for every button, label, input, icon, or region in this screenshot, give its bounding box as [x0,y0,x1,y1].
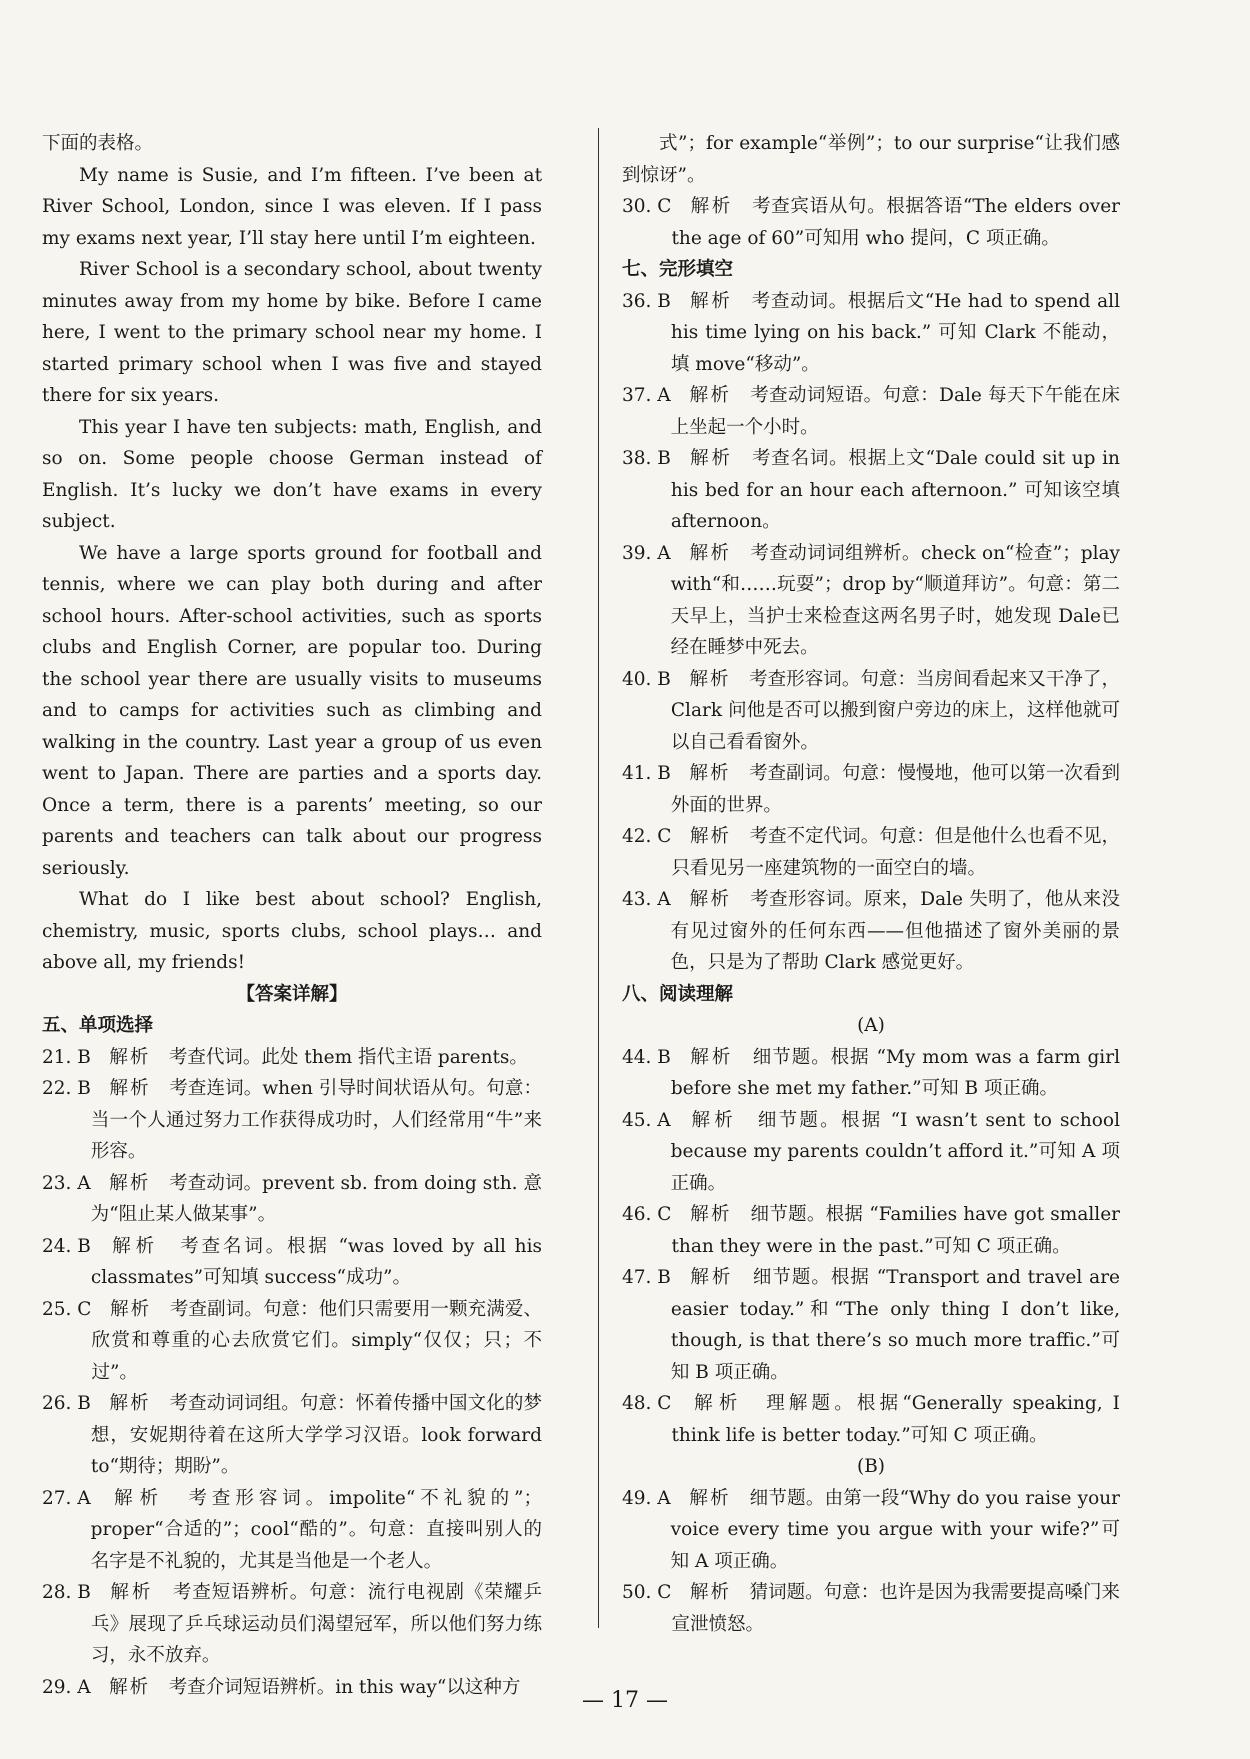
answer-number: 41. B [622,763,671,784]
explanation-text: 考查动词。prevent sb. from doing sth. 意为“阻止某人做某事”。 [90,1172,542,1225]
answer-number: 23. A [42,1172,91,1194]
analysis-tag: 解析 [689,1267,734,1288]
answer-list [622,1483,1120,1641]
analysis-tag: 解析 [109,1393,151,1414]
answer-title: 【答案详解】 [236,983,348,1005]
intro-line: 下面的表格。 [42,133,154,154]
section-heading: 八、阅读理解 [622,983,734,1005]
answer-explanation [91,1231,542,1294]
analysis-tag: 解析 [689,290,733,312]
section-heading: 五、单项选择 [42,1015,154,1036]
explanation-text: 猜词题。句意：也许是因为我需要提高嗓门来宣泄愤怒。 [671,1582,1120,1635]
answer-explanation [671,1199,1120,1262]
passage-paragraph: River School is a secondary school, about twenty minutes away from my home by bike. Before I came here, I went to the primary school near my home. I started primary school when I was five and stayed there for six years. [42,259,542,406]
answer-number: 42. C [622,826,672,847]
analysis-tag: 解析 [689,385,732,406]
answer-item [42,1231,542,1294]
explanation-text: 考查动词短语。句意：Dale 每天下午能在床上坐起一个小时。 [670,385,1120,438]
answer-item [622,664,1120,759]
answer-explanation [91,1073,542,1168]
answer-explanation [671,664,1120,759]
answer-item [622,191,1120,254]
answer-list [622,1042,1120,1452]
answer-number: 24. B [42,1235,91,1257]
section-heading: 七、完形填空 [622,259,734,280]
answer-number: 28. B [42,1582,91,1603]
answer-number: 40. B [622,668,671,690]
answer-item [42,1073,542,1168]
analysis-tag: 解析 [109,1582,154,1603]
answer-list [622,286,1120,979]
answer-item [622,1388,1120,1451]
analysis-tag: 解析 [689,196,733,217]
answer-item [42,1294,542,1389]
analysis-tag: 解析 [109,1676,151,1698]
explanation-text: 考查动词词组。句意：怀着传播中国文化的梦想，安妮期待着在这所大学学习汉语。look forward to“期待；期盼”。 [90,1393,542,1477]
answer-explanation [671,821,1120,884]
analysis-tag: 解析 [109,1235,159,1257]
answer-item [42,1168,542,1231]
answer-item [622,1577,1120,1640]
answer-list [622,191,1120,254]
answer-explanation [671,758,1120,821]
column-divider [598,128,599,1628]
answer-explanation [91,1577,542,1672]
explanation-text: 细节题。由第一段“Why do you raise your voice every time you argue with your wife?”可知 A 项正确。 [670,1487,1120,1572]
explanation-text: 考查副词。句意：慢慢地，他可以第一次看到外面的世界。 [670,763,1120,816]
answer-explanation [671,1483,1120,1578]
explanation-text: 考查副词。句意：他们只需要用一颗充满爱、欣赏和尊重的心去欣赏它们。simply“仅仅；只；不过”。 [91,1298,542,1383]
answer-item [622,443,1120,538]
answer-explanation [671,1105,1120,1200]
answer-item [622,821,1120,884]
analysis-tag: 解析 [689,826,732,847]
explanation-text: 考查形容词。impolite“不礼貌的”；proper“合适的”；cool“酷的”。句意：直接叫别人的名字是不礼貌的，尤其是当他是一个老人。 [90,1487,542,1572]
continued-text: 式”；for example“举例”；to our surprise“让我们感到惊讶”。 [622,133,1120,186]
answer-list [42,1042,542,1704]
explanation-text: 细节题。根据 “Families have got smaller than they were in the past.”可知 C 项正确。 [671,1204,1120,1257]
explanation-text: 考查短语辨析。句意：流行电视剧《荣耀乒乓》展现了乒乓球运动员们渴望冠军，所以他们努力练习，永不放弃。 [90,1582,542,1666]
analysis-tag: 解析 [689,542,732,564]
answer-explanation [91,1294,542,1389]
answer-number: 46. C [622,1204,672,1225]
answer-number: 22. B [42,1078,91,1099]
answer-number: 25. C [42,1298,92,1320]
right-column [622,128,1120,1640]
passage-paragraph: This year I have ten subjects: math, English, and so on. Some people choose German instead of English. It’s lucky we don’t have exams in every subject. [42,416,542,532]
answer-item [622,538,1120,664]
answer-number: 37. A [622,385,671,406]
analysis-tag: 解析 [689,448,733,469]
explanation-text: 细节题。根据 “Transport and travel are easier today.”和“The only thing I don’t like, though, is that there’s so much more traffic.”可知 B 项正确。 [670,1267,1120,1383]
explanation-text: 考查动词。根据后文“He had to spend all his time lying on his back.” 可知 Clark 不能动，填 move“移动”。 [670,290,1120,375]
answer-number: 45. A [622,1109,671,1131]
explanation-text: 考查不定代词。句意：但是他什么也看不见，只看见另一座建筑物的一面空白的墙。 [671,826,1120,879]
answer-explanation [91,1042,542,1074]
answer-explanation [671,443,1120,538]
answer-item [622,758,1120,821]
answer-item [42,1483,542,1578]
part-label: (B) [856,1456,886,1477]
answer-number: 29. A [42,1676,91,1698]
explanation-text: 考查形容词。原来，Dale 失明了，他从来没有见过窗外的任何东西——但他描述了窗外美丽的景色，只是为了帮助 Clark 感觉更好。 [670,889,1120,973]
answer-item [622,286,1120,381]
answer-number: 50. C [622,1582,672,1603]
answer-explanation [671,1577,1120,1640]
passage-paragraph: What do I like best about school? English, chemistry, music, sports clubs, school plays… and above all, my friends! [42,889,542,973]
answer-number: 27. A [42,1487,91,1509]
passage-paragraph: We have a large sports ground for football and tennis, where we can play both during and after school hours. After-school activities, such as sports clubs and English Corner, are popular too. During the school year there are usually visits to museums and to camps for activities such as climbing and walking in the country. Last year a group of us even went to Japan. There are parties and a sports day. Once a term, there is a parents’ meeting, so our parents and teachers can talk about our progress seriously. [42,542,542,879]
page-number: — 17 — [582,1688,668,1713]
answer-number: 26. B [42,1393,91,1414]
part-label: (A) [857,1015,885,1036]
analysis-tag: 解析 [109,1078,151,1099]
explanation-text: 考查名词。根据上文“Dale could sit up in his bed for an hour each afternoon.” 可知该空填 afternoon。 [670,448,1120,532]
passage-paragraph: My name is Susie, and I’m fifteen. I’ve been at River School, London, since I was eleven. If I pass my exams next year, I’ll stay here until I’m eighteen. [42,164,542,249]
answer-explanation [671,1262,1120,1388]
answer-number: 39. A [622,542,671,564]
explanation-text: 理解题。根据“Generally speaking, I think life is better today.”可知 C 项正确。 [671,1393,1120,1446]
answer-item [622,1199,1120,1262]
answer-explanation [671,884,1120,979]
explanation-text: 考查代词。此处 them 指代主语 parents。 [168,1046,528,1068]
answer-explanation [91,1388,542,1483]
analysis-tag: 解析 [109,1172,151,1194]
explanation-text: 考查介词短语辨析。in this way“以这种方 [168,1676,521,1698]
answer-number: 47. B [622,1267,671,1288]
analysis-tag: 解析 [109,1298,152,1320]
analysis-tag: 解析 [689,1046,734,1068]
answer-number: 30. C [622,196,672,217]
answer-item [622,1483,1120,1578]
answer-number: 36. B [622,290,671,312]
left-column [42,128,542,1703]
explanation-text: 细节题。根据 “My mom was a farm girl before she met my father.”可知 B 项正确。 [670,1046,1120,1099]
answer-explanation [671,380,1120,443]
answer-explanation [671,286,1120,381]
answer-number: 44. B [622,1046,671,1068]
answer-item [622,1042,1120,1105]
answer-explanation [91,1483,542,1578]
explanation-text: 考查名词。根据 “was loved by all his classmates”可知填 success“成功”。 [90,1235,542,1288]
answer-explanation [671,1388,1120,1451]
explanation-text: 考查连词。when 引导时间状语从句。句意：当一个人通过努力工作获得成功时，人们经常用“牛”来形容。 [90,1078,542,1162]
explanation-text: 考查宾语从句。根据答语“The elders over the age of 60”可知用 who 提问，C 项正确。 [671,196,1120,249]
analysis-tag: 解析 [689,889,732,910]
answer-explanation [671,191,1120,254]
answer-number: 38. B [622,448,671,469]
analysis-tag: 解析 [689,1204,732,1225]
answer-number: 43. A [622,889,671,910]
explanation-text: 细节题。根据 “I wasn’t sent to school because my parents couldn’t afford it.”可知 A 项正确。 [670,1109,1120,1194]
analysis-tag: 解析 [689,1487,731,1509]
answer-number: 49. A [622,1487,671,1509]
explanation-text: 考查形容词。句意：当房间看起来又干净了，Clark 问他是否可以搬到窗户旁边的床上，这样他就可以自己看看窗外。 [670,668,1120,753]
explanation-text: 考查动词词组辨析。check on“检查”；play with“和……玩耍”；drop by“顺道拜访”。句意：第二天早上，当护士来检查这两名男子时，她发现 Dale已经在睡梦中死去。 [670,542,1120,658]
analysis-tag: 解析 [689,1109,738,1131]
answer-explanation [671,1042,1120,1105]
answer-item [622,1262,1120,1388]
answer-explanation [91,1168,542,1231]
answer-item [622,1105,1120,1200]
analysis-tag: 解析 [689,763,731,784]
answer-item [42,1388,542,1483]
answer-item [42,1042,542,1074]
answer-number: 21. B [42,1046,91,1068]
analysis-tag: 解析 [109,1487,166,1509]
answer-number: 48. C [622,1393,672,1414]
analysis-tag: 解析 [109,1046,151,1068]
answer-item [622,884,1120,979]
analysis-tag: 解析 [689,1582,732,1603]
analysis-tag: 解析 [689,668,731,690]
analysis-tag: 解析 [689,1393,744,1414]
answer-item [622,380,1120,443]
answer-explanation [671,538,1120,664]
answer-item [42,1577,542,1672]
